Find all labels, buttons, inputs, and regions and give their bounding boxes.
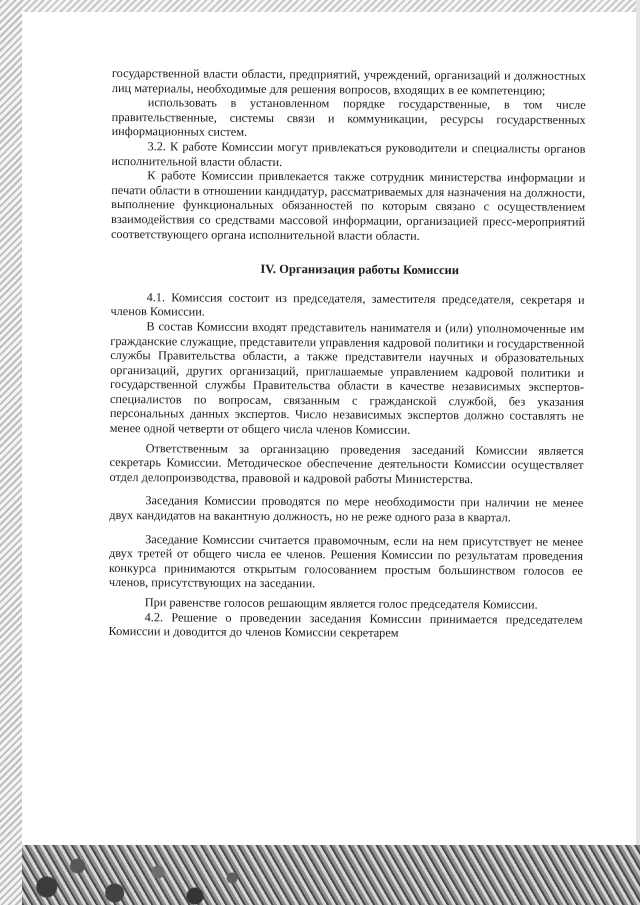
document-body [109, 66, 586, 642]
paragraph-4-1: 4.1. Комиссия состоит из председателя, заместителя председателя, секретаря и членов Комиссии. [110, 289, 585, 319]
paragraph-tie-vote: При равенстве голосов решающим является голос председателя Комиссии. [144, 595, 538, 612]
paragraph-press-officer: К работе Комиссии привлекается также сотрудник министерства информации и печати области в отношении кандидатур, рассматриваемых для назначения на должности, выполнение функциональных обязанностей по которым связано с осуществлением взаимодействия со средствами массовой информации, организацией пресс-мероприятий соответствующего органа исполнительной власти области. [110, 168, 586, 243]
paragraph-3-2: 3.2. К работе Комиссии могут привлекаться руководители и специалисты органов исполнительной власти области. [111, 139, 586, 169]
paragraph-secretary: Ответственным за организацию проведения заседаний Комиссии является секретарь Комиссии. Методическое обеспечение деятельности Комиссии осуществляет отдел делопроизводства, правовой и кадровой работы Министерства. [109, 440, 584, 487]
paragraph-4-2: 4.2. Решение о проведении заседания Комиссии принимается председателем Комиссии и доводится до членов Комиссии секретарем [108, 609, 583, 640]
paragraph-use-systems: использовать в установленном порядке государственные, в том числе правительственные, системы связи и коммуникации, ресурсы государственных информационных систем. [111, 95, 586, 140]
paragraph-composition: В состав Комиссии входят представитель нанимателя и (или) уполномоченные им гражданские служащие, представители управления кадровой политики и государственной службы Правительства области, а также представители научных и образовательных организаций, других организаций, приглашаемые управлением кадровой политики и государственной службы Правительства области в качестве независимых экспертов-специалистов по вопросам, связанным с гражданской службой, без указания персональных данных экспертов. Число независимых экспертов должно составлять не менее одной четверти от общего числа членов Комиссии. [109, 319, 585, 437]
paragraph-meetings: Заседания Комиссии проводятся по мере необходимости при наличии не менее двух кандидатов на вакантную должность, но не реже одного раза в квартал. [109, 493, 584, 525]
scan-edge-left [0, 0, 22, 905]
scan-edge-right [636, 0, 640, 905]
decorative-border-ornament [22, 845, 640, 905]
scan-edge-top [0, 0, 640, 12]
paragraph-quorum: Заседание Комиссии считается правомочным, если на нем присутствует не менее двух третей от общего числа ее членов. Решения Комиссии по результатам проведения конкурса принимаются открытым голосованием простым большинством голосов ее членов, присутствующих на заседании. [108, 531, 584, 591]
section-heading: IV. Организация работы Комиссии [260, 262, 460, 278]
paragraph-continuation: государственной власти области, предприятий, учреждений, организаций и должностных лиц материалы, необходимые для решения вопросов, входящих в ее компетенцию; [111, 66, 586, 98]
